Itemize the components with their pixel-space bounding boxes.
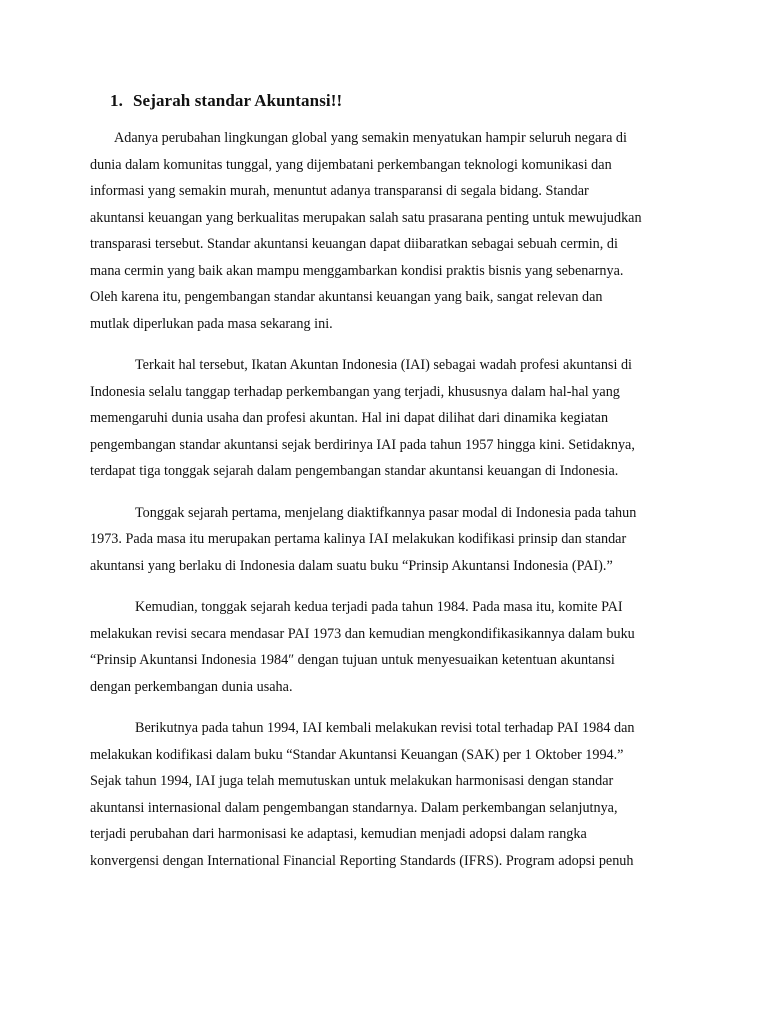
paragraph-line: akuntansi internasional dalam pengembangan standarnya. Dalam perkembangan selanjutnya,	[90, 799, 618, 816]
paragraph-line: Tonggak sejarah pertama, menjelang diaktifkannya pasar modal di Indonesia pada tahun	[135, 504, 637, 521]
paragraph-line: dengan perkembangan dunia usaha.	[90, 678, 293, 695]
paragraph-line: Indonesia selalu tanggap terhadap perkembangan yang terjadi, khususnya dalam hal-hal yang	[90, 383, 620, 400]
paragraph-line: Kemudian, tonggak sejarah kedua terjadi pada tahun 1984. Pada masa itu, komite PAI	[135, 599, 623, 615]
paragraph-line: pengembangan standar akuntansi sejak berdirinya IAI pada tahun 1957 hingga kini. Setidaknya,	[90, 436, 635, 453]
paragraph-line: informasi yang semakin murah, menuntut adanya transparansi di segala bidang. Standar	[90, 183, 589, 199]
paragraph-line: konvergensi dengan International Financial Reporting Standards (IFRS). Program adopsi penuh	[90, 852, 634, 869]
paragraph-line: “Prinsip Akuntansi Indonesia 1984″ dengan tujuan untuk menyesuaikan ketentuan akuntansi	[90, 652, 615, 668]
paragraph-line: melakukan kodifikasi dalam buku “Standar Akuntansi Keuangan (SAK) per 1 Oktober 1994.”	[90, 746, 624, 763]
paragraph-line: mana cermin yang baik akan mampu menggambarkan kondisi praktis bisnis yang sebenarnya.	[90, 262, 624, 279]
paragraph-line: 1973. Pada masa itu merupakan pertama kalinya IAI melakukan kodifikasi prinsip dan standar	[90, 531, 627, 547]
paragraph	[90, 500, 678, 580]
paragraph-line: Oleh karena itu, pengembangan standar akuntansi keuangan yang baik, sangat relevan dan	[90, 289, 603, 305]
paragraph-line: Terkait hal tersebut, Ikatan Akuntan Indonesia (IAI) sebagai wadah profesi akuntansi di	[135, 357, 632, 373]
paragraph-line: Adanya perubahan lingkungan global yang semakin menyatukan hampir seluruh negara di	[114, 130, 627, 146]
section-heading	[110, 90, 678, 112]
paragraph-line: akuntansi keuangan yang berkualitas merupakan salah satu prasarana penting untuk mewujudkan	[90, 209, 642, 226]
section-number: 1.	[110, 91, 123, 110]
paragraph	[90, 352, 678, 485]
paragraph-line: terdapat tiga tonggak sejarah dalam pengembangan standar akuntansi keuangan di Indonesia.	[90, 463, 619, 479]
section-title: Sejarah standar Akuntansi!!	[133, 91, 343, 110]
paragraph-line: mutlak diperlukan pada masa sekarang ini.	[90, 315, 333, 332]
paragraph-line: terjadi perubahan dari harmonisasi ke adaptasi, kemudian menjadi adopsi dalam rangka	[90, 826, 587, 842]
paragraph-line: memengaruhi dunia usaha dan profesi akuntan. Hal ini dapat dilihat dari dinamika kegiatan	[90, 410, 609, 426]
paragraph-line: akuntansi yang berlaku di Indonesia dalam suatu buku “Prinsip Akuntansi Indonesia (PAI).”	[90, 557, 613, 574]
paragraph	[90, 715, 678, 874]
paragraph-line: melakukan revisi secara mendasar PAI 1973 dan kemudian mengkondifikasikannya dalam buku	[90, 625, 635, 642]
paragraph-line: dunia dalam komunitas tunggal, yang dijembatani perkembangan teknologi komunikasi dan	[90, 156, 612, 173]
paragraph	[90, 594, 678, 700]
paragraph-line: Sejak tahun 1994, IAI juga telah memutuskan untuk melakukan harmonisasi dengan standar	[90, 773, 614, 789]
paragraph-line: transparasi tersebut. Standar akuntansi keuangan dapat diibaratkan sebagai sebuah cermin, di	[90, 236, 618, 252]
paragraph	[90, 125, 678, 337]
paragraph-line: Berikutnya pada tahun 1994, IAI kembali melakukan revisi total terhadap PAI 1984 dan	[135, 720, 635, 736]
